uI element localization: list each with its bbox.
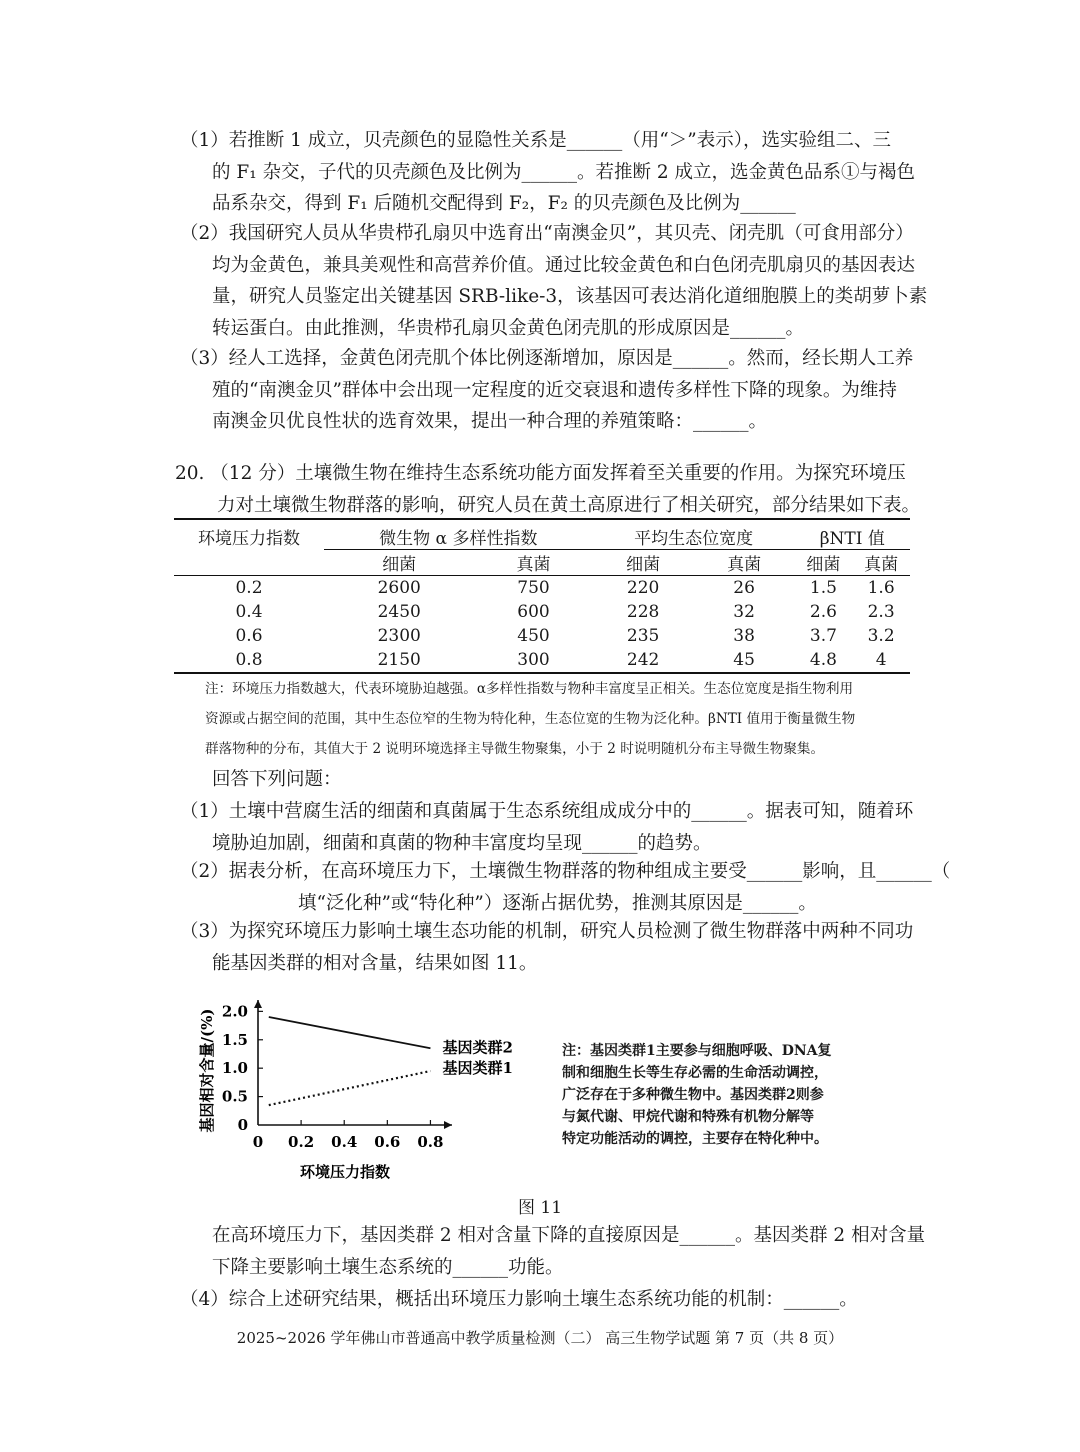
table-cell: 3.7 (809, 626, 837, 646)
table-header-cell: 微生物 α 多样性指数 (379, 529, 538, 549)
q19-part3 (180, 343, 914, 438)
table-subheader-cell: 真菌 (474, 550, 592, 576)
text-line: （3）为探究环境压力影响土壤生态功能的机制，研究人员检测了微生物群落中两种不同功 (180, 921, 914, 942)
table-note (205, 674, 910, 764)
table-cell: 300 (517, 650, 550, 670)
table-subheader-cell: 细菌 (593, 550, 694, 576)
table-cell: 2300 (377, 626, 421, 646)
table-cell: 26 (733, 578, 755, 598)
chart-labels (198, 1002, 513, 1181)
table-cell: 4 (875, 650, 887, 670)
q19-part2 (180, 218, 928, 344)
table-cell: 0.2 (235, 578, 263, 598)
table-row (174, 576, 910, 601)
note-line: 群落物种的分布，其值大于 2 说明环境选择主导微生物聚集，小于 2 时说明随机分布主导微生物聚集。 (205, 741, 825, 757)
series-label: 基因类群2 (442, 1038, 513, 1057)
series-line (269, 1071, 431, 1105)
text-line: 转运蛋白。由此推测，华贵栉孔扇贝金黄色闭壳肌的形成原因是______。 (212, 317, 805, 339)
table-subheader-cell: 真菌 (694, 550, 795, 576)
y-tick-label: 1.0 (221, 1059, 248, 1078)
table-cell: 2.6 (809, 602, 837, 622)
text-line: （1）若推断 1 成立，贝壳颜色的显隐性关系是______（用“＞”表示），选实验组二、三 (180, 130, 891, 151)
page-footer: 2025~2026 学年佛山市普通高中教学质量检测（二） 高三生物学试题 第 7 页（共 8 页） (236, 1329, 844, 1347)
text-line: 量，研究人员鉴定出关键基因 SRB-like-3，该基因可表达消化道细胞膜上的类胡萝卜素 (212, 286, 928, 307)
table-header-cell: 环境压力指数 (198, 529, 300, 549)
table-subheader-cell: 细菌 (795, 550, 853, 576)
text-line: 在高环境压力下，基因类群 2 相对含量下降的直接原因是______。基因类群 2 相对含量 (212, 1225, 926, 1246)
y-axis-label: 基因相对含量/(%) (198, 1008, 216, 1133)
x-tick-label: 0.4 (331, 1133, 358, 1151)
table-cell: 1.6 (867, 578, 895, 598)
table-row (174, 648, 910, 673)
q20-intro (175, 458, 921, 522)
text-line: 力对土壤微生物群落的影响，研究人员在黄土高原进行了相关研究，部分结果如下表。 (217, 495, 921, 516)
text-line: 品系杂交，得到 F₁ 后随机交配得到 F₂，F₂ 的贝壳颜色及比例为______ (212, 193, 796, 214)
x-tick-label: 0.8 (417, 1133, 444, 1151)
text-line: （2）我国研究人员从华贵栉孔扇贝中选育出“南澳金贝”，其贝壳、闭壳肌（可食用部分） (180, 223, 914, 244)
table-cell: 38 (733, 626, 755, 646)
table-cell: 750 (517, 578, 550, 598)
table-header-cell: βNTI 值 (819, 529, 885, 549)
note-line: 广泛存在于多种微生物中。基因类群2则参 (562, 1087, 824, 1103)
text-line: 南澳金贝优良性状的选育效果，提出一种合理的养殖策略：______。 (212, 411, 768, 432)
table-cell: 235 (626, 626, 660, 646)
table-cell: 228 (626, 602, 660, 622)
table-cell: 2.3 (867, 602, 895, 622)
table-cell: 45 (733, 650, 755, 670)
x-axis-label: 环境压力指数 (299, 1163, 391, 1181)
series-line (269, 1017, 431, 1048)
note-line: 与氮代谢、甲烷代谢和特殊有机物分解等 (562, 1109, 814, 1125)
table-subheader-cell: 真菌 (852, 550, 910, 576)
text-line: （2）据表分析，在高环境压力下，土壤微生物群落的物种组成主要受______影响，且______（ (180, 861, 951, 882)
table-row (174, 624, 910, 648)
figure-caption: 图 11 (517, 1198, 563, 1218)
x-axis-arrow (444, 1121, 452, 1129)
y-tick-label: 0 (237, 1116, 248, 1134)
table-row (174, 600, 910, 624)
note-line: 注：基因类群1主要参与细胞呼吸、DNA复 (562, 1043, 832, 1059)
y-tick-label: 2.0 (221, 1002, 248, 1021)
text-line: 殖的“南澳金贝”群体中会出现一定程度的近交衰退和遗传多样性下降的现象。为维持 (212, 379, 897, 401)
table-cell: 220 (626, 578, 660, 598)
q20-part2 (180, 856, 951, 919)
x-tick-label: 0 (252, 1133, 264, 1151)
table-cell: 2450 (377, 602, 421, 622)
table-cell: 0.6 (235, 626, 263, 646)
series-label: 基因类群1 (442, 1059, 513, 1078)
text-line: 境胁迫加剧，细菌和真菌的物种丰富度均呈现______的趋势。 (212, 832, 712, 854)
text-line: 均为金黄色，兼具美观性和高营养价值。通过比较金黄色和白色闭壳肌扇贝的基因表达 (212, 254, 916, 276)
table-cell: 600 (517, 602, 550, 622)
text-line: 填“泛化种”或“特化种”）逐渐占据优势，推测其原因是______。 (298, 892, 817, 914)
table-cell: 0.4 (235, 602, 263, 622)
text-line: 20. （12 分）土壤微生物在维持生态系统功能方面发挥着至关重要的作用。为探究环境压 (175, 463, 906, 484)
table-header-cell: 平均生态位宽度 (634, 529, 754, 549)
text-line: （1）土壤中营腐生活的细菌和真菌属于生态系统组成成分中的______。据表可知，随着环 (180, 801, 914, 822)
x-tick-label: 0.6 (374, 1133, 401, 1151)
table-header-row (174, 519, 910, 550)
note-line: 资源或占据空间的范围，其中生态位窄的生物为特化种，生态位宽的生物为泛化种。βNTI 值用于衡量微生物 (205, 711, 856, 727)
y-tick-label: 1.5 (221, 1030, 248, 1049)
table-cell: 4.8 (809, 650, 837, 670)
q20-part4: （4）综合上述研究结果，概括出环境压力影响土壤生态系统功能的机制：______。 (180, 1289, 858, 1310)
table-cell: 2600 (377, 578, 421, 598)
table-cell: 450 (517, 626, 550, 646)
data-table (174, 518, 910, 674)
text-line: 的 F₁ 杂交，子代的贝壳颜色及比例为______。若推断 2 成立，选金黄色品系①与褐色 (212, 161, 916, 183)
x-tick-label: 0.2 (288, 1133, 315, 1151)
y-tick-label: 0.5 (221, 1087, 248, 1106)
text-line: 下降主要影响土壤生态系统的______功能。 (212, 1256, 564, 1278)
table-subheader-cell: 细菌 (324, 550, 474, 576)
q19-part1 (180, 125, 916, 220)
table-cell: 1.5 (809, 578, 837, 598)
chart-series (269, 1017, 431, 1105)
table-cell: 32 (733, 602, 755, 622)
table-cell: 2150 (377, 650, 421, 670)
table-cell: 242 (626, 650, 660, 670)
note-line: 注：环境压力指数越大，代表环境胁迫越强。α多样性指数与物种丰富度呈正相关。生态位宽度是指生物利用 (205, 681, 854, 697)
q20-part1 (180, 796, 914, 859)
note-line: 特定功能活动的调控，主要存在特化种中。 (562, 1131, 828, 1147)
text-line: 能基因类群的相对含量，结果如图 11。 (212, 952, 538, 974)
note-line: 制和细胞生长等生存必需的生命活动调控， (562, 1065, 828, 1081)
table-cell: 0.8 (235, 650, 263, 670)
figure-note (562, 1040, 902, 1150)
q20-part3 (180, 916, 914, 979)
table-cell: 3.2 (867, 626, 895, 646)
q20-part3b (212, 1220, 926, 1283)
y-axis-arrow (254, 1000, 262, 1008)
answer-prompt: 回答下列问题： (212, 769, 342, 790)
text-line: （3）经人工选择，金黄色闭壳肌个体比例逐渐增加，原因是______。然而，经长期人工养 (180, 348, 914, 369)
